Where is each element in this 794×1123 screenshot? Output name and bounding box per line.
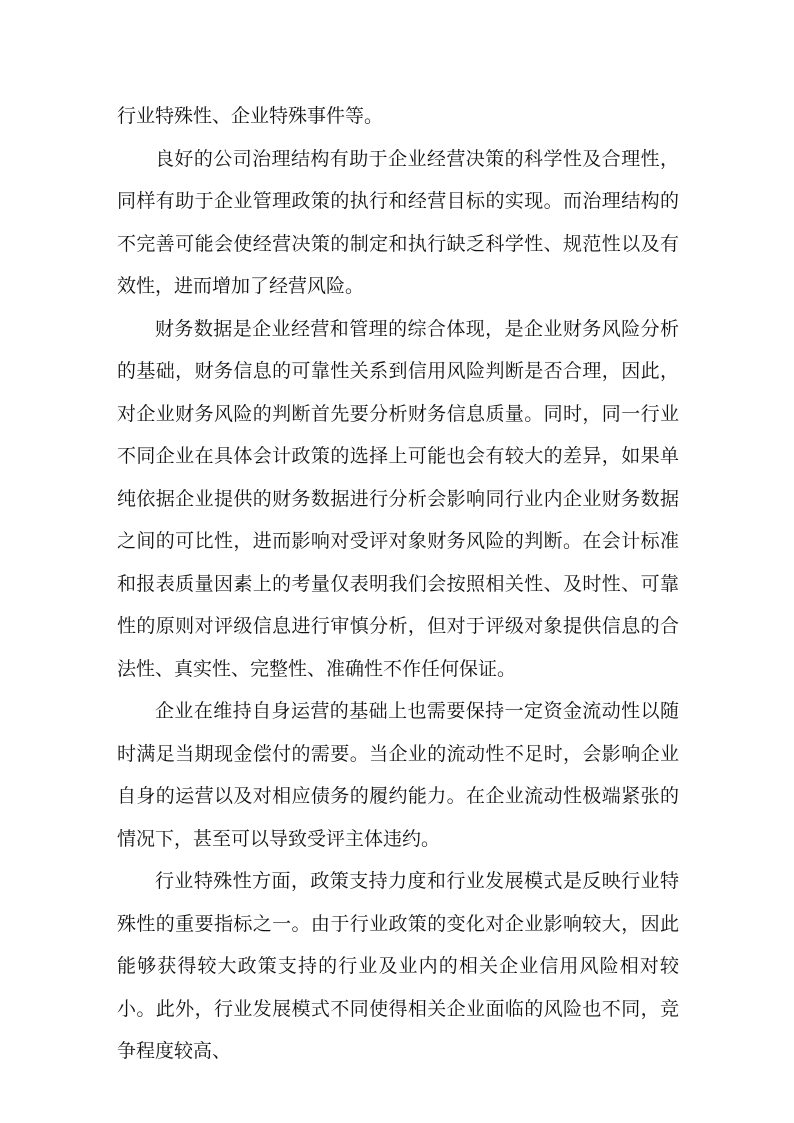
- paragraph-industry-specificity: 行业特殊性方面，政策支持力度和行业发展模式是反映行业特殊性的重要指标之一。由于行业政策的变化对企业影响较大，因此能够获得较大政策支持的行业及业内的相关企业信用风险相对较小。此外，行业发展模式不同使得相关企业面临的风险也不同，竞争程度较高、: [117, 870, 679, 1062]
- paragraph-governance: 良好的公司治理结构有助于企业经营决策的科学性及合理性，同样有助于企业管理政策的执行和经营目标的实现。而治理结构的不完善可能会使经营决策的制定和执行缺乏科学性、规范性以及有效性，进而增加了经营风险。: [117, 147, 679, 297]
- paragraph-financial-data: 财务数据是企业经营和管理的综合体现，是企业财务风险分析的基础，财务信息的可靠性关系到信用风险判断是否合理，因此，对企业财务风险的判断首先要分析财务信息质量。同时，同一行业不同企业在具体会计政策的选择上可能也会有较大的差异，如果单纯依据企业提供的财务数据进行分析会影响同行业内企业财务数据之间的可比性，进而影响对受评对象财务风险的判断。在会计标准和报表质量因素上的考量仅表明我们会按照相关性、及时性、可靠性的原则对评级信息进行审慎分析，但对于评级对象提供信息的合法性、真实性、完整性、准确性不作任何保证。: [117, 317, 679, 680]
- paragraph-continuation: 行业特殊性、企业特殊事件等。: [117, 105, 384, 127]
- paragraph-liquidity: 企业在维持自身运营的基础上也需要保持一定资金流动性以随时满足当期现金偿付的需要。当企业的流动性不足时，会影响企业自身的运营以及对相应债务的履约能力。在企业流动性极端紧张的情况下，甚至可以导致受评主体违约。: [117, 700, 679, 850]
- body-text: [117, 95, 679, 1073]
